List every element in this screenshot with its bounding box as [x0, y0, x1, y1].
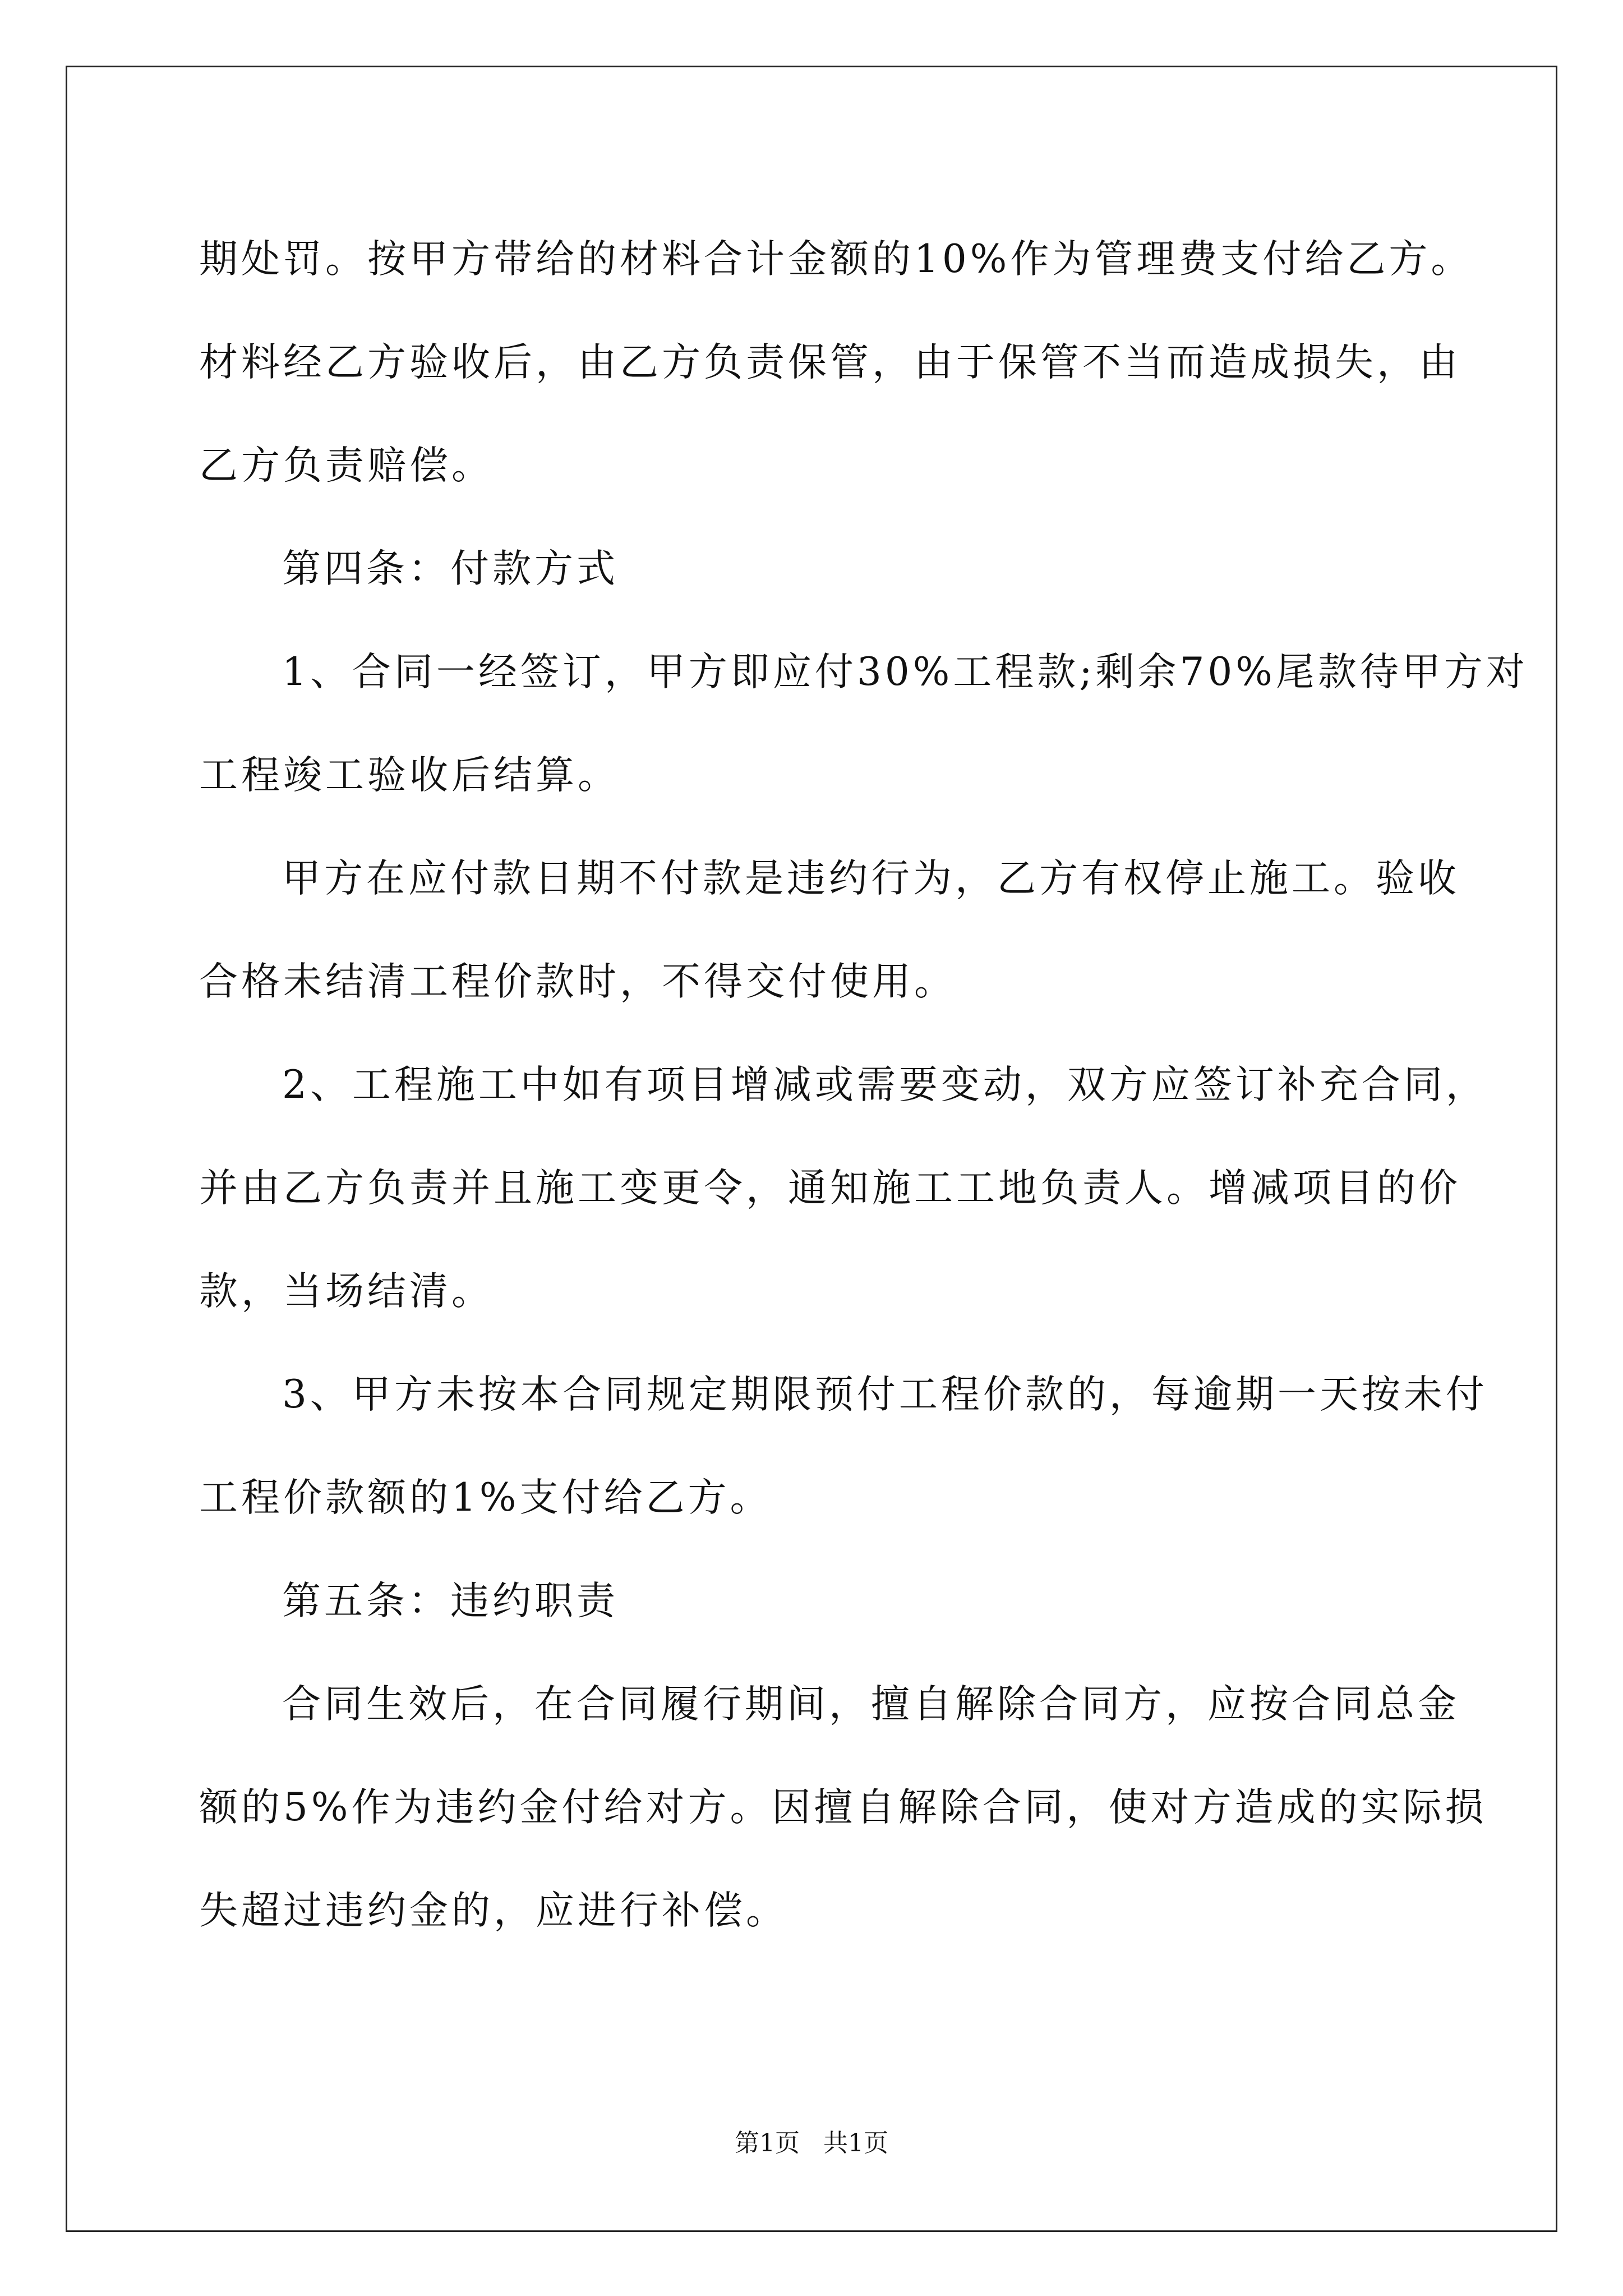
- paragraph-line: 工程竣工验收后结算。: [199, 753, 620, 798]
- paragraph-line: 乙方负责赔偿。: [199, 443, 494, 488]
- document-body: [199, 208, 1528, 1962]
- paragraph-line: 款，当场结清。: [199, 1269, 494, 1314]
- page-footer: 第1页 共1页: [735, 2129, 888, 2157]
- paragraph-line: 1、合同一经签订，甲方即应付30%工程款;剩余70%尾款待甲方对: [282, 650, 1528, 694]
- paragraph-line: 额的5%作为违约金付给对方。因擅自解除合同，使对方造成的实际损: [199, 1785, 1487, 1830]
- paragraph-line: 期处罚。按甲方带给的材料合计金额的10%作为管理费支付给乙方。: [199, 237, 1473, 282]
- paragraph-line: 并由乙方负责并且施工变更令，通知施工工地负责人。增减项目的价: [199, 1166, 1461, 1211]
- paragraph-line: 2、工程施工中如有项目增减或需要变动，双方应签订补充合同，: [282, 1062, 1488, 1107]
- section-heading: 第五条：违约职责: [282, 1579, 619, 1623]
- paragraph-line: 材料经乙方验收后，由乙方负责保管，由于保管不当而造成损失，由: [199, 340, 1461, 385]
- section-heading: 第四条：付款方式: [282, 546, 619, 591]
- paragraph-line: 合格未结清工程价款时，不得交付使用。: [199, 959, 956, 1004]
- paragraph-line: 3、甲方未按本合同规定期限预付工程价款的，每逾期一天按未付: [282, 1372, 1488, 1417]
- paragraph-line: 工程价款额的1%支付给乙方。: [199, 1475, 772, 1520]
- paragraph-line: 合同生效后，在合同履行期间，擅自解除合同方，应按合同总金: [282, 1682, 1460, 1727]
- paragraph-line: 甲方在应付款日期不付款是违约行为，乙方有权停止施工。验收: [282, 856, 1460, 901]
- paragraph-line: 失超过违约金的，应进行补偿。: [199, 1888, 788, 1933]
